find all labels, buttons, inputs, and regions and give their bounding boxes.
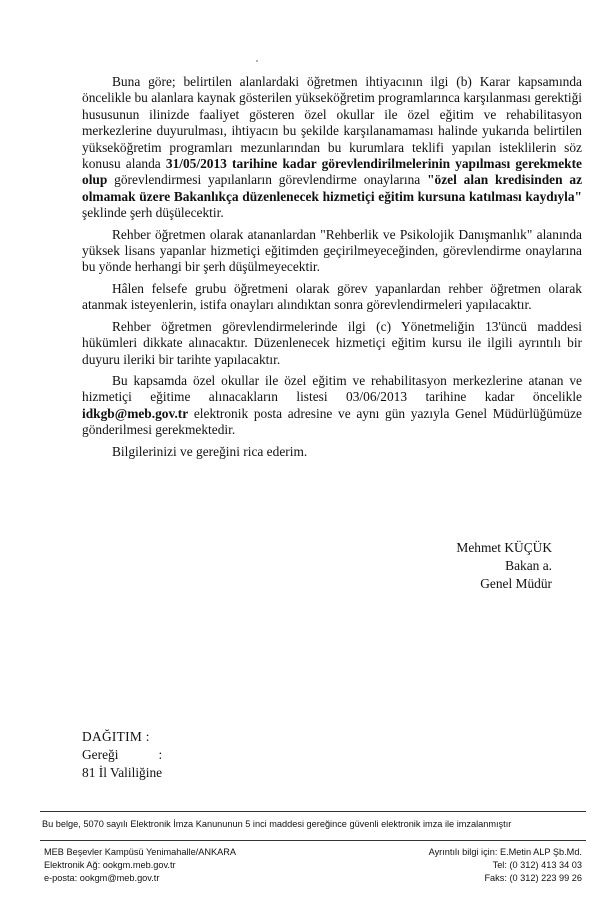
paragraph-1-text-d: şeklinde şerh düşülecektir. [82, 205, 224, 221]
paragraph-3: Hâlen felsefe grubu öğretmeni olarak görev yapanlardan rehber öğretmen olarak atanmak isteyenlerin, istifa onayları alındıktan sonra görevlendirmeleri yapılacaktır. [82, 280, 582, 313]
footer-web: Elektronik Ağ: ookgm.meb.gov.tr [44, 860, 176, 870]
footer-address: MEB Beşevler Kampüsü Yenimahalle/ANKARA [44, 847, 237, 857]
divider [40, 840, 586, 841]
footer-tel: Tel: (0 312) 413 34 03 [492, 860, 582, 870]
email-bold: idkgb@meb.gov.tr [82, 405, 189, 421]
footer-contact: Ayrıntılı bilgi için: E.Metin ALP Şb.Md. [428, 847, 582, 857]
annotation-bold: "özel alan kredisinden az olmamak üzere Bakanlıkça düzenlenecek hizmetiçi eğitim kursuna katılması kaydıyla" [82, 172, 583, 204]
distribution-row [82, 746, 162, 764]
footer-contact-block [429, 846, 582, 885]
paragraph-5 [82, 373, 582, 439]
distribution-recipient: 81 İl Valiliğine [82, 765, 163, 780]
letter-body [82, 74, 582, 465]
distribution-colon: : [158, 747, 163, 762]
signatory-name: Mehmet KÜÇÜK [456, 540, 552, 555]
esign-note: Bu belge, 5070 sayılı Elektronik İmza Kanununun 5 inci maddesi gereğince güvenli elektronik imza ile imzalanmıştır [42, 819, 512, 829]
distribution-heading: DAĞITIM : [82, 729, 150, 744]
footer-email: e-posta: ookgm@meb.gov.tr [44, 873, 160, 883]
distribution-block [82, 728, 162, 782]
paragraph-6: Bilgilerinizi ve gereğini rica ederim. [112, 443, 308, 459]
paragraph-5-text-a: Bu kapsamda özel okullar ile özel eğitim ve rehabilitasyon merkezlerine atanan ve hizmetiçi eğitime alınacakların listesi 03/06/2013 tarihine kadar öncelikle [82, 372, 582, 405]
footer-address-block [44, 846, 236, 885]
paragraph-4: Rehber öğretmen görevlendirmelerinde ilgi (c) Yönetmeliğin 13'üncü maddesi hükümleri dikkate alınacaktır. Düzenlenecek hizmetiçi eğitim kursu ile ilgili ayrıntılı bir duyuru ileriki bir tarihte yapılacaktır. [82, 318, 582, 367]
scan-speck [256, 60, 258, 62]
signatory-line-2: Bakan a. [505, 558, 552, 573]
distribution-label: Gereği [82, 747, 119, 762]
paragraph-1-text-c: görevlendirmesi yapılanların görevlendirme onaylarına [107, 172, 428, 188]
paragraph-2: Rehber öğretmen olarak atananlardan "Rehberlik ve Psikolojik Danışmanlık" alanında yüksek lisans yapanlar hizmetiçi eğitimden geçirilmeyeceğinden, görevlendirme onaylarına bu yönde herhangi bir şerh düşülmeyecektir. [82, 226, 582, 275]
paragraph-1-text-a: Buna göre; belirtilen alanlardaki öğretmen ihtiyacının ilgi (b) Karar kapsamında öncelikle bu alanlara kaynak gösterilen yükseköğretim programlarınca karşılanması gerektiği hususunun ilinizde faaliyet gösteren özel okullar ile özel eğitim ve rehabilitasyon merkezlerine duyurulması, ihtiyacın bu şekilde karşılanamaması halinde yukarıda belirtilen yükseköğretim programları mezunlarından bu kurumlara teklifi yapılan isteklilerin söz konusu alanda [82, 74, 582, 172]
paragraph-5-text-b: elektronik posta adresine ve aynı gün yazıyla Genel Müdürlüğümüze gönderilmesi gerekmektedir. [82, 405, 582, 438]
footer-fax: Faks: (0 312) 223 99 26 [484, 873, 582, 883]
signatory-title: Genel Müdür [480, 576, 552, 591]
signature-block [456, 539, 552, 593]
deadline-bold: 31/05/2013 tarihine kadar görevlendirilmelerinin yapılması gerekmekte olup [82, 156, 583, 188]
divider [40, 811, 586, 812]
paragraph-1 [82, 74, 582, 222]
